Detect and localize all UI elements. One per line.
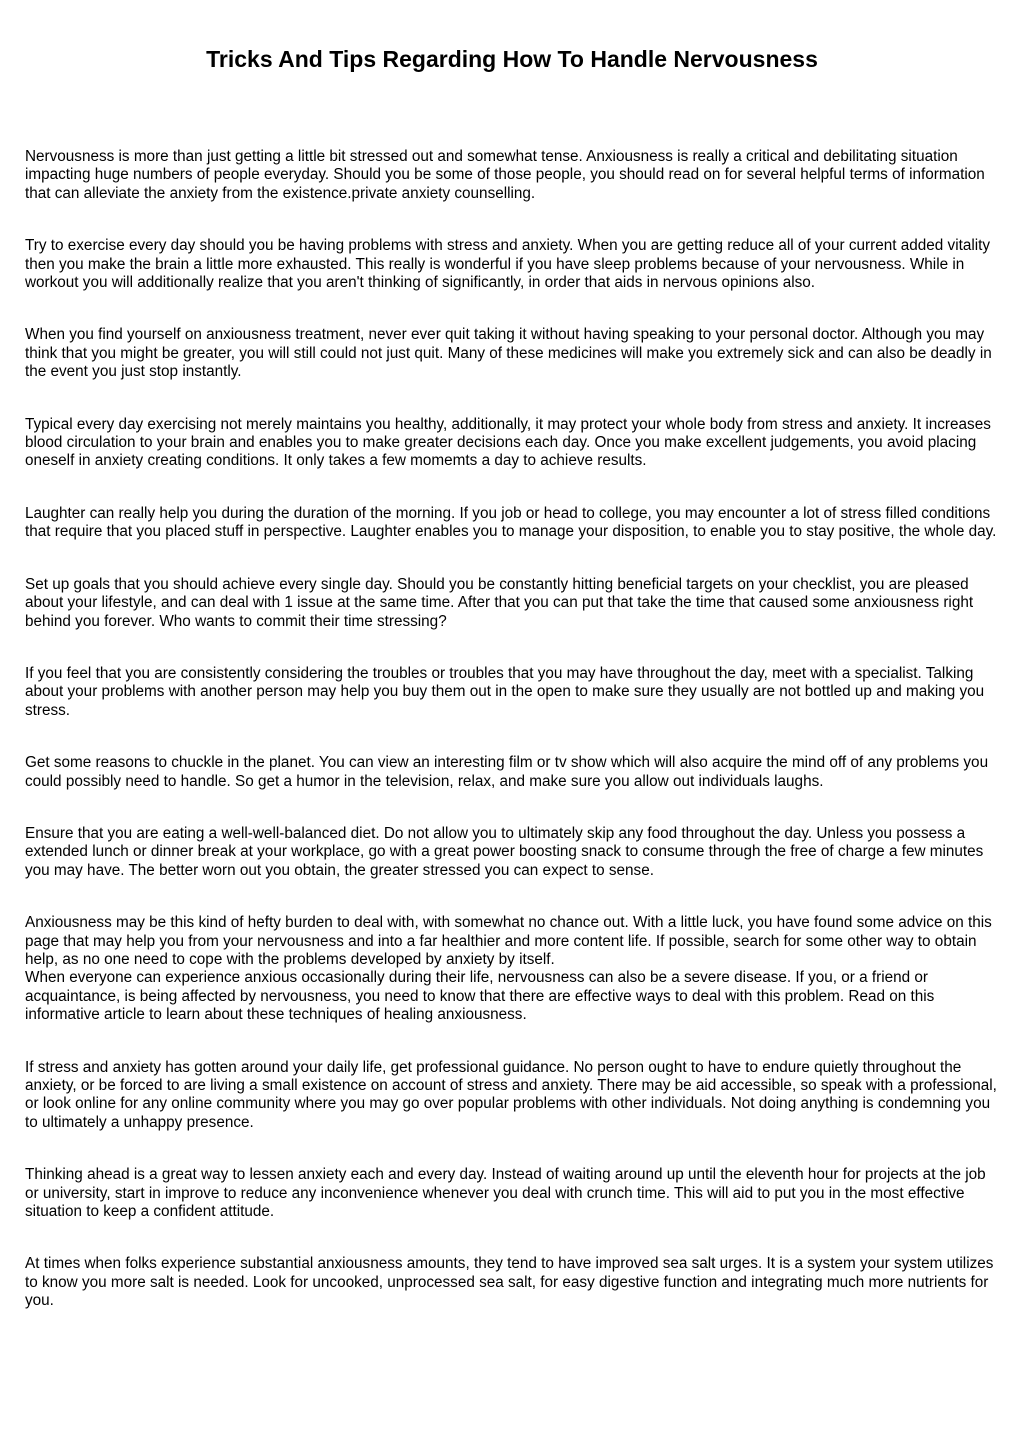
paragraph-14: At times when folks experience substantial anxiousness amounts, they tend to have improved sea salt urges. It is a system your system utilizes to know you more salt is needed. Look for uncooked, unprocessed sea salt, for easy digestive function and integrating much more nutrients for you. bbox=[25, 1255, 994, 1310]
paragraph-12: If stress and anxiety has gotten around your daily life, get professional guidance. No person ought to have to endure quietly throughout the anxiety, or be forced to are living a small existence on account of stress and anxiety. There may be aid accessible, so speak with a professional, or look online for any online community where you may go over popular problems with other individuals. Not doing anything is condemning you to ultimately a unhappy presence. bbox=[25, 1058, 997, 1131]
paragraph-13: Thinking ahead is a great way to lessen anxiety each and every day. Instead of waiting around up until the eleventh hour for projects at the job or university, start in improve to reduce any inconvenience whenever you deal with crunch time. This will aid to put you in the most effective situation to keep a confident attitude. bbox=[25, 1166, 986, 1221]
paragraph-4: Typical every day exercising not merely maintains you healthy, additionally, it may protect your whole body from stress and anxiety. It increases blood circulation to your brain and enables you to make greater decisions each day. Once you make excellent judgements, you avoid placing oneself in anxiety creating conditions. It only takes a few momemts a day to achieve results. bbox=[25, 415, 991, 470]
article-body bbox=[25, 148, 1003, 1345]
paragraph-10: Anxiousness may be this kind of hefty burden to deal with, with somewhat no chance out. With a little luck, you have found some advice on this page that may help you from your nervousness and into a far healthier and more content life. If possible, search for some other way to obtain help, as no one need to cope with the problems developed by anxiety by itself. bbox=[25, 914, 992, 968]
paragraph-1: Nervousness is more than just getting a little bit stressed out and somewhat tense. Anxiousness is really a critical and debilitating situation impacting huge numbers of people everyday. Should you be some of those people, you should read on for several helpful terms of information that can alleviate the anxiety from the existence.private anxiety counselling. bbox=[25, 148, 985, 202]
paragraph-8: Get some reasons to chuckle in the planet. You can view an interesting film or tv show which will also acquire the mind off of any problems you could possibly need to handle. So get a humor in the television, relax, and make sure you allow out individuals laughs. bbox=[25, 754, 989, 790]
paragraph-6: Set up goals that you should achieve every single day. Should you be constantly hitting beneficial targets on your checklist, you are pleased about your lifestyle, and can deal with 1 issue at the same time. After that you can put that take the time that caused some anxiousness right behind you forever. Who wants to commit their time stressing? bbox=[25, 575, 974, 630]
paragraph-7: If you feel that you are consistently considering the troubles or troubles that you may have throughout the day, meet with a specialist. Talking about your problems with another person may help you buy them out in the open to make sure they usually are not bottled up and making you stress. bbox=[25, 664, 985, 719]
page-title: Tricks And Tips Regarding How To Handle Nervousness bbox=[206, 46, 818, 72]
paragraph-9: Ensure that you are eating a well-well-balanced diet. Do not allow you to ultimately skip any food throughout the day. Unless you possess a extended lunch or dinner break at your workplace, go with a great power boosting snack to consume through the free of charge a few minutes you may have. The better worn out you obtain, the greater stressed you can expect to sense. bbox=[25, 824, 984, 879]
paragraph-3: When you find yourself on anxiousness treatment, never ever quit taking it without having speaking to your personal doctor. Although you may think that you might be greater, you will still could not just quit. Many of these medicines will make you extremely sick and can also be deadly in the event you just stop instantly. bbox=[25, 326, 992, 381]
paragraph-11: When everyone can experience anxious occasionally during their life, nervousness can also be a severe disease. If you, or a friend or acquaintance, is being affected by nervousness, you need to know that there are effective ways to deal with this problem. Read on this informative article to learn about these techniques of healing anxiousness. bbox=[25, 969, 935, 1024]
paragraph-5: Laughter can really help you during the duration of the morning. If you job or head to college, you may encounter a lot of stress filled conditions that require that you placed stuff in perspective. Laughter enables you to manage your disposition, to enable you to stay positive, the whole day. bbox=[25, 504, 997, 541]
paragraph-2: Try to exercise every day should you be having problems with stress and anxiety. When you are getting reduce all of your current added vitality then you make the brain a little more exhausted. This really is wonderful if you have sleep problems because of your nervousness. While in workout you will additionally realize that you aren't thinking of significantly, in order that aids in nervous opinions also. bbox=[25, 237, 991, 292]
